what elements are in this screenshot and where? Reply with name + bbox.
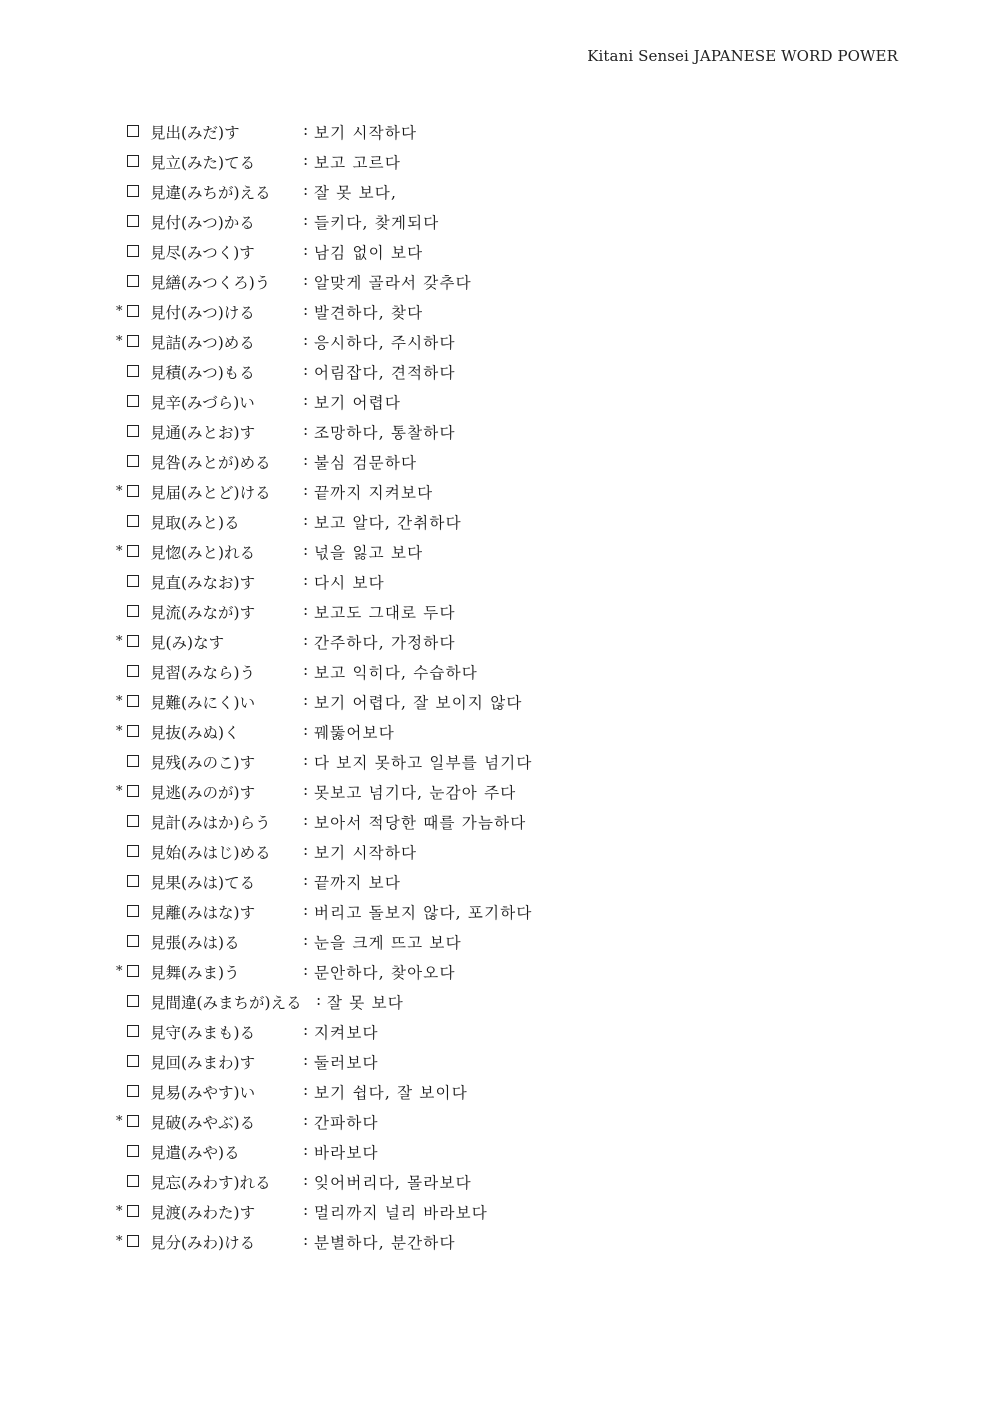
separator: : [303, 541, 309, 559]
vocab-item [0, 718, 992, 748]
separator: : [303, 721, 309, 739]
important-marker: * [116, 964, 123, 979]
separator: : [303, 1081, 309, 1099]
separator: : [303, 811, 309, 829]
vocab-meaning: 보고 익히다, 수습하다 [314, 664, 478, 682]
separator: : [303, 1111, 309, 1129]
vocab-meaning: 멀리까지 널리 바라보다 [314, 1204, 488, 1222]
separator: : [303, 1231, 309, 1249]
vocab-word: 見取(みと)る [150, 514, 240, 532]
vocab-meaning: 보고 고르다 [314, 154, 401, 172]
vocab-word: 見始(みはじ)める [150, 844, 271, 862]
checkbox[interactable] [127, 1175, 139, 1187]
checkbox[interactable] [127, 1235, 139, 1247]
vocab-item [0, 1078, 992, 1108]
vocab-item [0, 358, 992, 388]
checkbox[interactable] [127, 275, 139, 287]
vocab-meaning: 발견하다, 찾다 [314, 304, 424, 322]
vocab-word: 見習(みなら)う [150, 664, 256, 682]
vocab-item [0, 748, 992, 778]
vocab-item [0, 868, 992, 898]
separator: : [303, 901, 309, 919]
vocab-item [0, 148, 992, 178]
vocab-word: 見尽(みつく)す [150, 244, 255, 262]
checkbox[interactable] [127, 875, 139, 887]
separator: : [303, 121, 309, 139]
vocab-item [0, 1228, 992, 1258]
vocab-word: 見出(みだ)す [150, 124, 240, 142]
vocab-item [0, 988, 992, 1018]
separator: : [303, 601, 309, 619]
checkbox[interactable] [127, 665, 139, 677]
vocab-item [0, 688, 992, 718]
checkbox[interactable] [127, 935, 139, 947]
vocab-item [0, 1018, 992, 1048]
vocab-meaning: 간파하다 [314, 1114, 379, 1132]
important-marker: * [116, 634, 123, 649]
vocab-meaning: 끝까지 지켜보다 [314, 484, 434, 502]
vocab-word: 見違(みちが)える [150, 184, 271, 202]
vocab-item [0, 478, 992, 508]
checkbox[interactable] [127, 605, 139, 617]
separator: : [303, 571, 309, 589]
checkbox[interactable] [127, 245, 139, 257]
vocab-meaning: 다시 보다 [314, 574, 385, 592]
vocab-word: 見通(みとお)す [150, 424, 256, 442]
vocab-word: 見付(みつ)かる [150, 214, 255, 232]
vocab-meaning: 다 보지 못하고 일부를 넘기다 [314, 754, 533, 772]
vocab-word: 見惚(みと)れる [150, 544, 256, 562]
vocab-item [0, 778, 992, 808]
checkbox[interactable] [127, 965, 139, 977]
important-marker: * [116, 484, 123, 499]
checkbox[interactable] [127, 515, 139, 527]
important-marker: * [116, 304, 123, 319]
vocab-meaning: 조망하다, 통찰하다 [314, 424, 456, 442]
checkbox[interactable] [127, 1115, 139, 1127]
separator: : [303, 661, 309, 679]
vocab-item [0, 808, 992, 838]
vocab-word: 見直(みなお)す [150, 574, 256, 592]
vocab-meaning: 보고도 그대로 두다 [314, 604, 456, 622]
vocab-word: 見遣(みや)る [150, 1144, 240, 1162]
checkbox[interactable] [127, 545, 139, 557]
checkbox[interactable] [127, 395, 139, 407]
checkbox[interactable] [127, 995, 139, 1007]
separator: : [303, 781, 309, 799]
vocab-word: 見舞(みま)う [150, 964, 240, 982]
vocab-word: 見(み)なす [150, 634, 225, 652]
separator: : [303, 1051, 309, 1069]
vocab-meaning: 분별하다, 분간하다 [314, 1234, 456, 1252]
separator: : [303, 331, 309, 349]
vocab-item [0, 958, 992, 988]
checkbox[interactable] [127, 785, 139, 797]
vocab-meaning: 바라보다 [314, 1144, 379, 1162]
separator: : [303, 1141, 309, 1159]
vocab-meaning: 눈을 크게 뜨고 보다 [314, 934, 462, 952]
checkbox[interactable] [127, 635, 139, 647]
vocab-meaning: 보기 쉽다, 잘 보이다 [314, 1084, 468, 1102]
checkbox[interactable] [127, 1025, 139, 1037]
vocab-meaning: 간주하다, 가정하다 [314, 634, 456, 652]
vocab-meaning: 보아서 적당한 때를 가늠하다 [314, 814, 527, 832]
important-marker: * [116, 1234, 123, 1249]
vocab-word: 見届(みとど)ける [150, 484, 271, 502]
vocab-item [0, 118, 992, 148]
separator: : [316, 991, 322, 1009]
vocab-meaning: 못보고 넘기다, 눈감아 주다 [314, 784, 517, 802]
separator: : [303, 181, 309, 199]
checkbox[interactable] [127, 1055, 139, 1067]
vocab-word: 見間違(みまちが)える [150, 994, 302, 1012]
vocab-meaning: 불심 검문하다 [314, 454, 418, 472]
vocab-word: 見咎(みとが)める [150, 454, 271, 472]
vocab-word: 見辛(みづら)い [150, 394, 255, 412]
vocab-meaning: 넋을 잃고 보다 [314, 544, 424, 562]
vocab-meaning: 꿰뚫어보다 [314, 724, 395, 742]
checkbox[interactable] [127, 155, 139, 167]
separator: : [303, 301, 309, 319]
important-marker: * [116, 724, 123, 739]
vocab-word: 見張(みは)る [150, 934, 240, 952]
vocab-word: 見破(みやぶ)る [150, 1114, 256, 1132]
checkbox[interactable] [127, 695, 139, 707]
vocab-word: 見渡(みわた)す [150, 1204, 256, 1222]
separator: : [303, 481, 309, 499]
vocab-meaning: 잘 못 보다, [314, 184, 398, 202]
vocab-word: 見分(みわ)ける [150, 1234, 256, 1252]
vocab-word: 見忘(みわす)れる [150, 1174, 271, 1192]
checkbox[interactable] [127, 305, 139, 317]
vocab-item [0, 448, 992, 478]
vocab-meaning: 보기 어렵다, 잘 보이지 않다 [314, 694, 523, 712]
separator: : [303, 631, 309, 649]
important-marker: * [116, 334, 123, 349]
separator: : [303, 961, 309, 979]
vocab-item [0, 928, 992, 958]
separator: : [303, 931, 309, 949]
vocab-word: 見果(みは)てる [150, 874, 256, 892]
vocab-item [0, 598, 992, 628]
vocab-item [0, 838, 992, 868]
vocab-item [0, 418, 992, 448]
separator: : [303, 841, 309, 859]
vocab-item [0, 1108, 992, 1138]
vocab-meaning: 보기 시작하다 [314, 124, 418, 142]
vocab-word: 見残(みのこ)す [150, 754, 256, 772]
checkbox[interactable] [127, 845, 139, 857]
vocab-meaning: 잊어버리다, 몰라보다 [314, 1174, 472, 1192]
important-marker: * [116, 784, 123, 799]
vocab-item [0, 508, 992, 538]
checkbox[interactable] [127, 455, 139, 467]
vocab-word: 見付(みつ)ける [150, 304, 255, 322]
separator: : [303, 211, 309, 229]
separator: : [303, 751, 309, 769]
vocab-meaning: 남김 없이 보다 [314, 244, 424, 262]
checkbox[interactable] [127, 1085, 139, 1097]
separator: : [303, 1171, 309, 1189]
vocab-meaning: 지켜보다 [314, 1024, 379, 1042]
vocab-word: 見流(みなが)す [150, 604, 256, 622]
vocab-word: 見詰(みつ)める [150, 334, 255, 352]
vocab-item [0, 388, 992, 418]
vocab-item [0, 268, 992, 298]
vocab-item [0, 1138, 992, 1168]
separator: : [303, 421, 309, 439]
vocab-word: 見回(みまわ)す [150, 1054, 256, 1072]
separator: : [303, 1021, 309, 1039]
checkbox[interactable] [127, 215, 139, 227]
vocab-item [0, 208, 992, 238]
separator: : [303, 871, 309, 889]
vocab-item [0, 658, 992, 688]
vocab-item [0, 1168, 992, 1198]
vocab-item [0, 568, 992, 598]
checkbox[interactable] [127, 335, 139, 347]
separator: : [303, 1201, 309, 1219]
separator: : [303, 691, 309, 709]
page-header: Kitani Sensei JAPANESE WORD POWER [587, 47, 898, 65]
vocabulary-list [0, 118, 992, 1258]
checkbox[interactable] [127, 815, 139, 827]
vocab-item [0, 298, 992, 328]
vocab-word: 見積(みつ)もる [150, 364, 255, 382]
separator: : [303, 451, 309, 469]
vocab-meaning: 버리고 돌보지 않다, 포기하다 [314, 904, 533, 922]
vocab-word: 見抜(みぬ)く [150, 724, 240, 742]
vocab-meaning: 보기 시작하다 [314, 844, 418, 862]
vocab-meaning: 잘 못 보다 [327, 994, 404, 1012]
vocab-item [0, 538, 992, 568]
vocab-word: 見計(みはか)らう [150, 814, 271, 832]
vocab-meaning: 알맞게 골라서 갖추다 [314, 274, 472, 292]
vocab-meaning: 문안하다, 찾아오다 [314, 964, 456, 982]
vocab-word: 見立(みた)てる [150, 154, 256, 172]
vocab-meaning: 들키다, 찾게되다 [314, 214, 440, 232]
checkbox[interactable] [127, 365, 139, 377]
vocab-word: 見易(みやす)い [150, 1084, 256, 1102]
vocab-meaning: 보기 어렵다 [314, 394, 401, 412]
vocab-meaning: 보고 알다, 간취하다 [314, 514, 462, 532]
separator: : [303, 511, 309, 529]
vocab-word: 見守(みまも)る [150, 1024, 256, 1042]
vocab-item [0, 178, 992, 208]
separator: : [303, 391, 309, 409]
checkbox[interactable] [127, 1145, 139, 1157]
vocab-meaning: 응시하다, 주시하다 [314, 334, 456, 352]
vocab-item [0, 898, 992, 928]
vocab-item [0, 328, 992, 358]
vocab-word: 見離(みはな)す [150, 904, 256, 922]
separator: : [303, 361, 309, 379]
checkbox[interactable] [127, 185, 139, 197]
important-marker: * [116, 544, 123, 559]
checkbox[interactable] [127, 905, 139, 917]
checkbox[interactable] [127, 1205, 139, 1217]
vocab-meaning: 어림잡다, 견적하다 [314, 364, 456, 382]
vocab-word: 見難(みにく)い [150, 694, 256, 712]
important-marker: * [116, 1204, 123, 1219]
checkbox[interactable] [127, 485, 139, 497]
separator: : [303, 151, 309, 169]
separator: : [303, 241, 309, 259]
important-marker: * [116, 1114, 123, 1129]
vocab-item [0, 628, 992, 658]
vocab-meaning: 둘러보다 [314, 1054, 379, 1072]
vocab-item [0, 238, 992, 268]
checkbox[interactable] [127, 755, 139, 767]
checkbox[interactable] [127, 575, 139, 587]
important-marker: * [116, 694, 123, 709]
checkbox[interactable] [127, 125, 139, 137]
vocab-item [0, 1048, 992, 1078]
vocab-word: 見繕(みつくろ)う [150, 274, 271, 292]
checkbox[interactable] [127, 425, 139, 437]
vocab-meaning: 끝까지 보다 [314, 874, 401, 892]
checkbox[interactable] [127, 725, 139, 737]
vocab-word: 見逃(みのが)す [150, 784, 256, 802]
separator: : [303, 271, 309, 289]
vocab-item [0, 1198, 992, 1228]
